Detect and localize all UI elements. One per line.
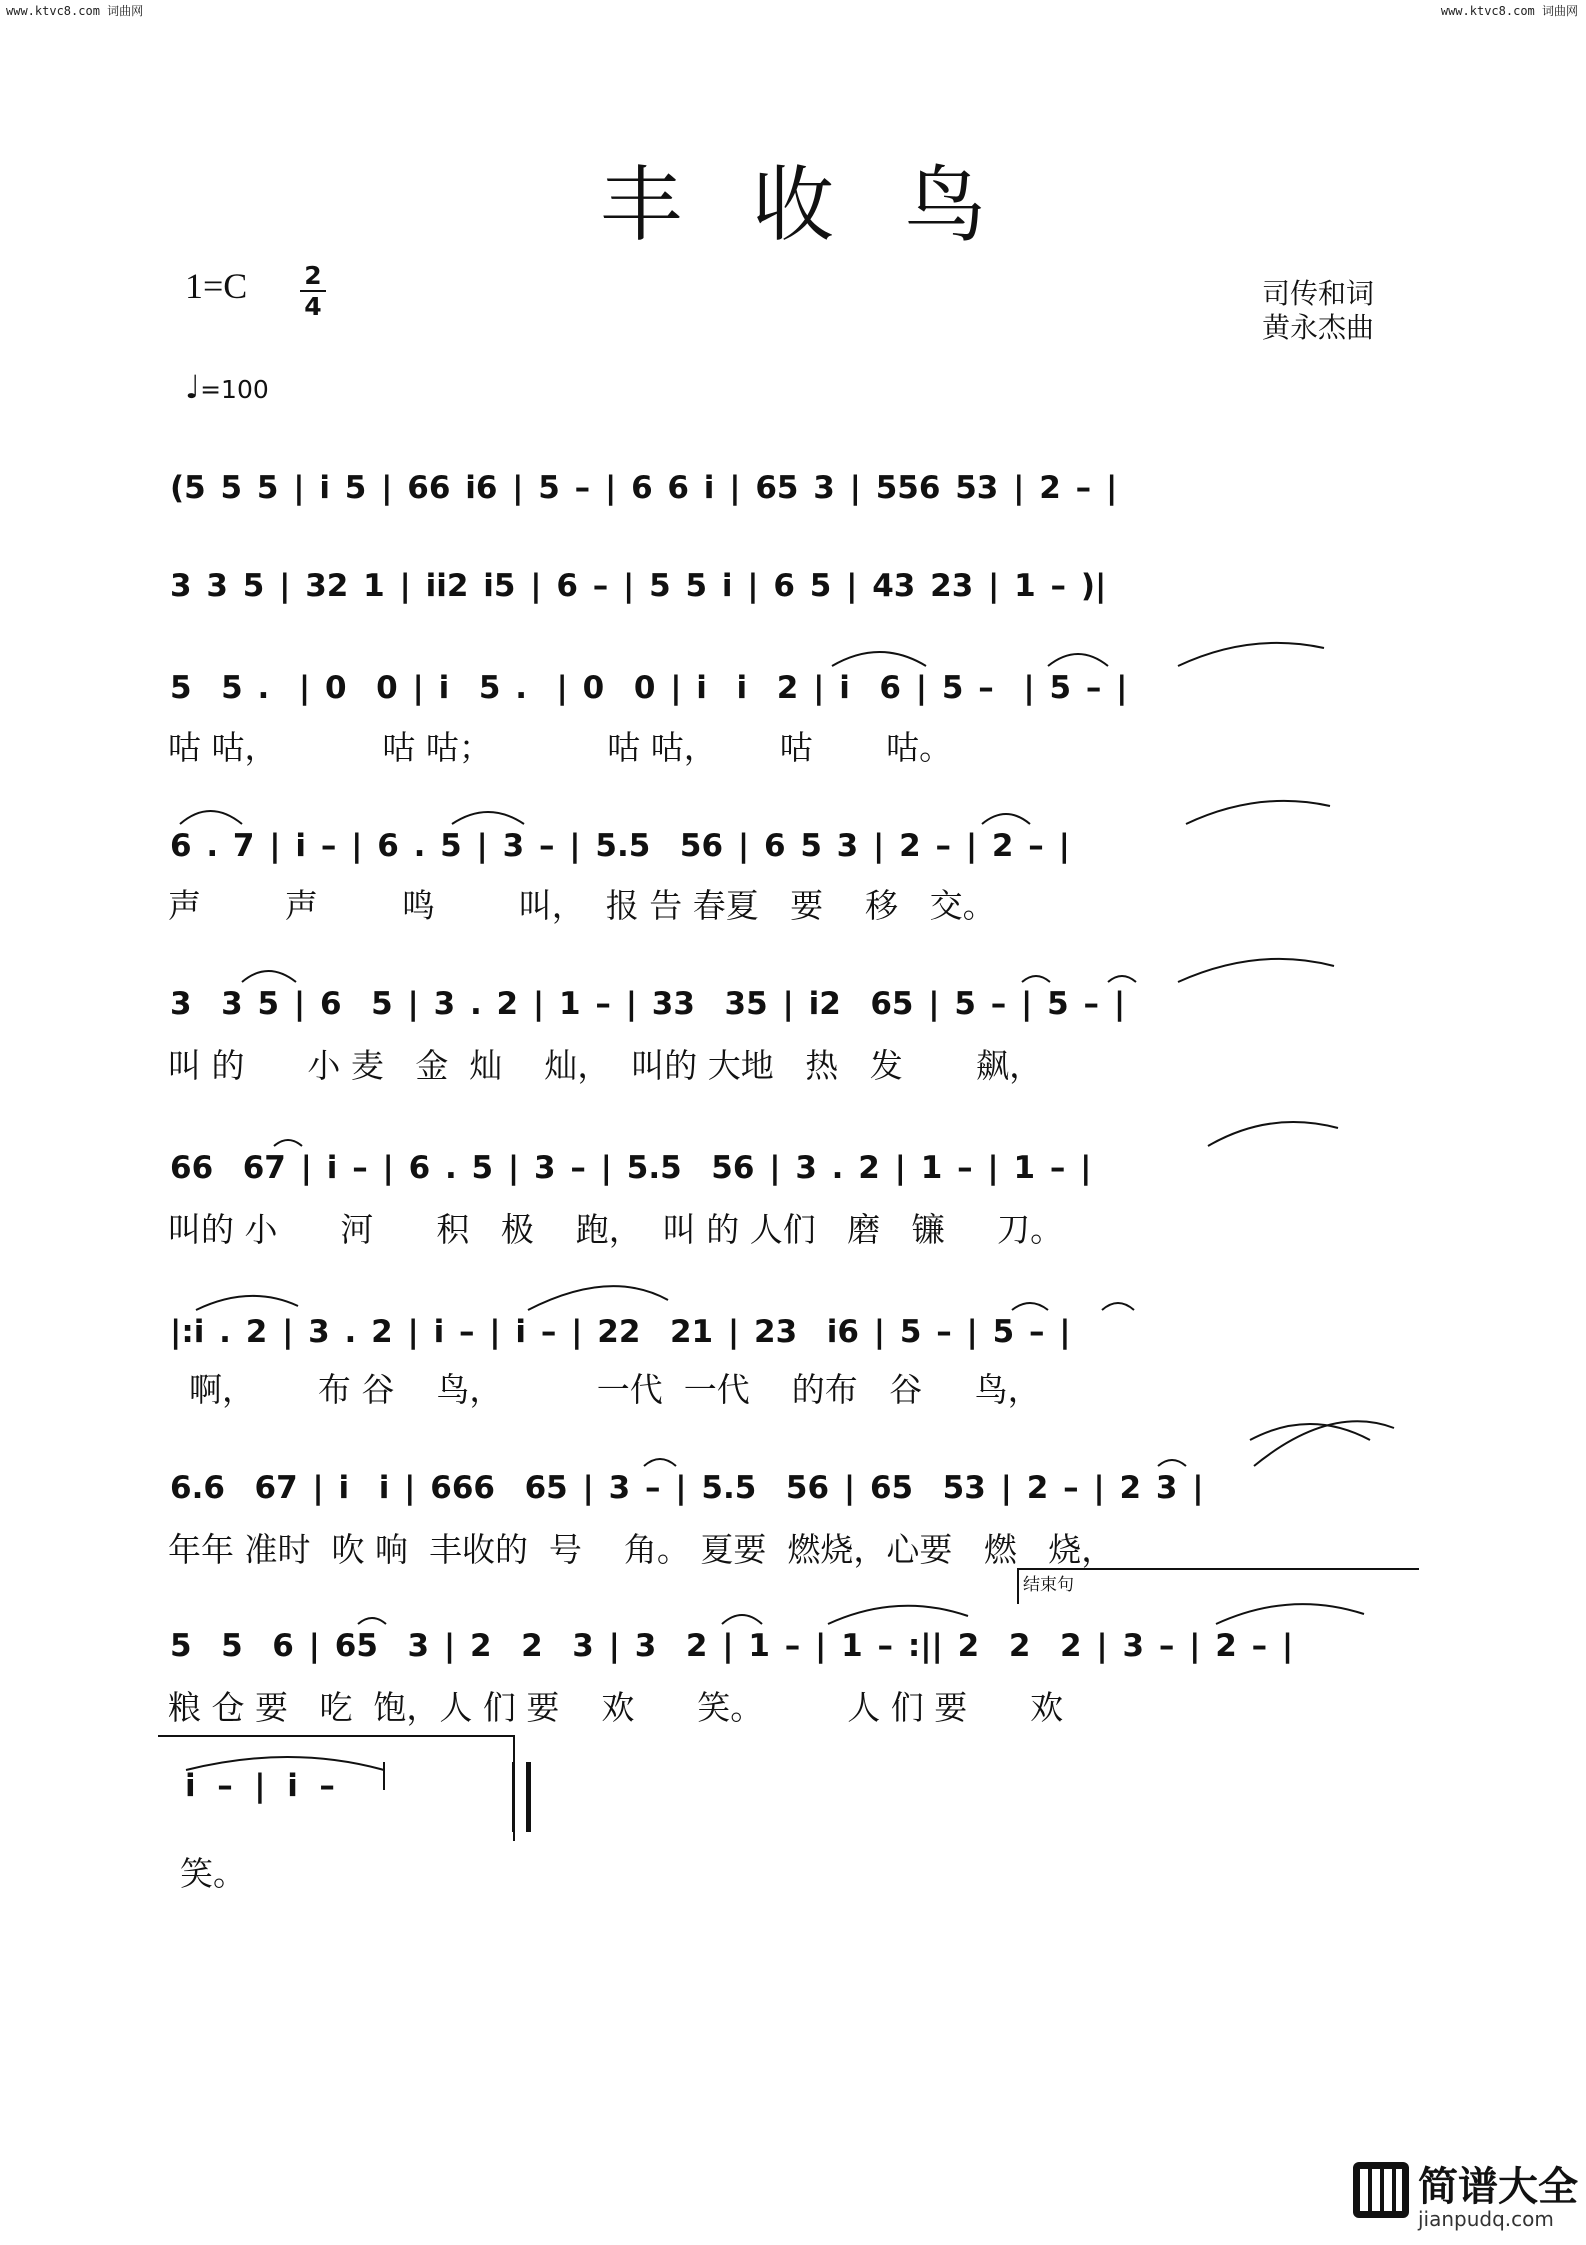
- lyricist-credit: 司传和词: [1262, 277, 1375, 310]
- slur-mark: [1102, 1303, 1134, 1310]
- slur-mark: [358, 1618, 386, 1624]
- tie-mark: [1178, 643, 1324, 666]
- lyrics-row-8: 年年 准时 吹 响 丰收的 号 角。 夏要 燃烧，心要 燃 烧，: [168, 1530, 1115, 1569]
- slur-mark: [644, 1459, 676, 1466]
- lyrics-row-3: 咕 咕， 咕 咕； 咕 咕， 咕 咕。: [168, 728, 953, 767]
- slur-mark: [274, 1140, 302, 1146]
- slur-mark: [832, 652, 926, 666]
- tie-mark: [1216, 1604, 1364, 1624]
- tie-mark: [1208, 1122, 1338, 1146]
- tie-mark: [1178, 959, 1334, 982]
- song-title: 丰收鸟: [599, 158, 1056, 253]
- tie-mark: [1186, 801, 1330, 824]
- final-phrase-lyrics: 笑。: [180, 1854, 246, 1893]
- header-right-site: www.ktvc8.com 词曲网: [1440, 4, 1578, 18]
- header-left-site: www.ktvc8.com 词曲网: [6, 4, 144, 18]
- quarter-note-icon: ♩: [185, 368, 201, 406]
- tie-mark: [528, 1286, 668, 1310]
- tie-mark: [1254, 1421, 1394, 1466]
- slur-mark: [196, 1296, 298, 1310]
- slur-mark: [1022, 976, 1050, 982]
- score-row-4: 6 . 7 | i – | 6 . 5 | 3 – | 5.5 56 | 6 5 3 | 2 – | 2 – |: [170, 828, 1070, 864]
- final-phrase-notes: i – | i –: [185, 1768, 335, 1804]
- lyrics-row-6: 叫的 小 河 积 极 跑， 叫 的 人们 磨 镰 刀。: [168, 1210, 1064, 1249]
- slur-mark: [982, 814, 1030, 824]
- key-signature: 1=C: [185, 266, 248, 306]
- slur-mark: [180, 811, 242, 824]
- lyrics-row-7: 啊， 布 谷 鸟， 一代 一代 的布 谷 鸟，: [168, 1370, 1041, 1409]
- logo-name: 简谱大全: [1418, 2164, 1578, 2210]
- ending-label: 结束句: [1023, 1575, 1074, 1595]
- slur-mark: [452, 812, 524, 824]
- slur-mark: [1048, 654, 1108, 666]
- score-row-9: 5 5 6 | 65 3 | 2 2 3 | 3 2 | 1 – | 1 – :|| 2 2 2 | 3 – | 2 – |: [170, 1628, 1294, 1664]
- lyrics-row-9: 粮 仓 要 吃 饱，人 们 要 欢 笑。 人 们 要 欢: [168, 1688, 1064, 1727]
- lyrics-row-5: 叫 的 小 麦 金 灿 灿， 叫的 大地 热 发 飙，: [168, 1046, 1043, 1085]
- piano-keys-icon: [1352, 2161, 1410, 2219]
- tie-mark: [828, 1606, 968, 1624]
- lyrics-row-4: 声 声 鸣 叫， 报 告 春夏 要 移 交。: [168, 886, 996, 925]
- tie-mark: [186, 1757, 384, 1770]
- slur-mark: [1158, 1460, 1186, 1466]
- score-row-6: 66 67 | i – | 6 . 5 | 3 – | 5.5 56 | 3 . 2 | 1 – | 1 – |: [170, 1150, 1092, 1186]
- composer-credit: 黄永杰曲: [1262, 311, 1375, 344]
- slur-mark: [242, 971, 296, 982]
- score-row-7: |:i . 2 | 3 . 2 | i – | i – | 22 21 | 23 i6 | 5 – | 5 – |: [170, 1314, 1071, 1350]
- slur-mark: [722, 1615, 762, 1624]
- score-row-5: 3 3 5 | 6 5 | 3 . 2 | 1 – | 33 35 | i2 65 | 5 – | 5 – |: [170, 986, 1126, 1022]
- time-signature-bottom: 4: [304, 292, 322, 321]
- score-row-2: 3 3 5 | 32 1 | ii2 i5 | 6 – | 5 5 i | 6 5 | 43 23 | 1 – )|: [170, 568, 1107, 604]
- time-signature-top: 2: [304, 261, 322, 290]
- slur-mark: [1108, 976, 1136, 982]
- tempo-value: =100: [200, 375, 269, 404]
- score-row-3: 5 5 . | 0 0 | i 5 . | 0 0 | i i 2 | i 6 | 5 – | 5 – |: [170, 670, 1128, 706]
- slur-mark: [1012, 1303, 1048, 1310]
- logo-url: jianpudq.com: [1418, 2207, 1554, 2231]
- score-row-1: (5 5 5 | i 5 | 66 i6 | 5 – | 6 6 i | 65 3 | 556 53 | 2 – |: [170, 470, 1118, 506]
- score-row-8: 6.6 67 | i i | 666 65 | 3 – | 5.5 56 | 65 53 | 2 – | 2 3 |: [170, 1470, 1204, 1506]
- site-logo: [1352, 2155, 1582, 2239]
